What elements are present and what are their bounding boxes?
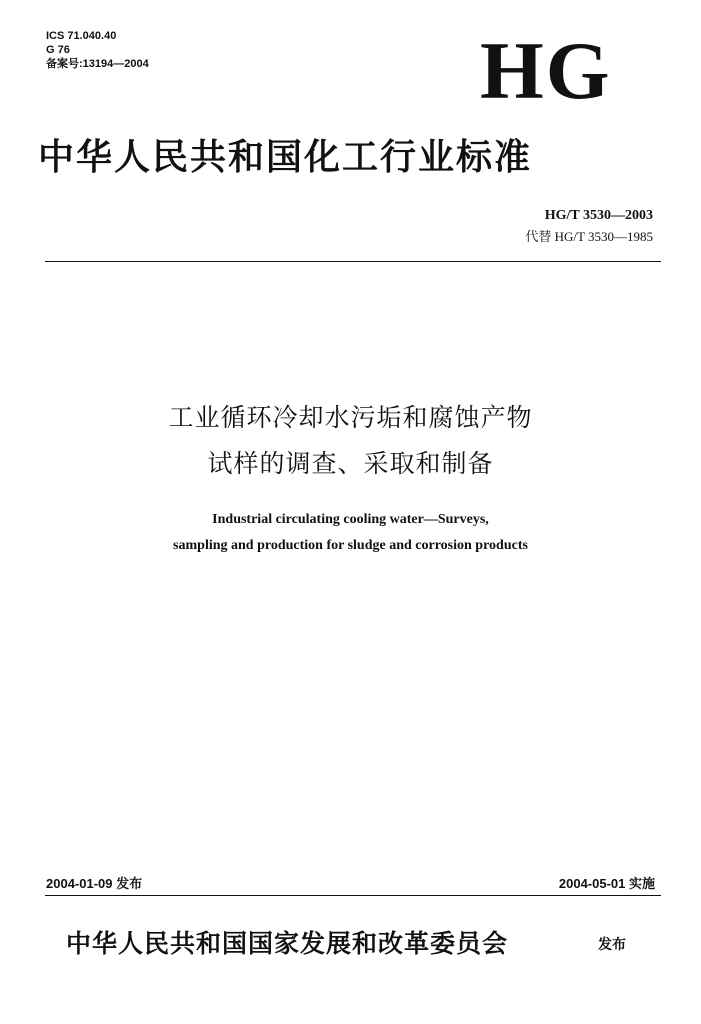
issuing-authority: 中华人民共和国国家发展和改革委员会 — [66, 929, 509, 958]
footer-divider — [45, 895, 661, 896]
title-en-line-1: Industrial circulating cooling water—Surveys, — [212, 512, 489, 527]
replaces-standard: 代替 HG/T 3530—1985 — [525, 229, 653, 244]
issue-date: 2004-01-09 发布 — [46, 876, 143, 891]
ccs-code: G 76 — [46, 44, 70, 56]
filing-number: 备案号:13194—2004 — [46, 58, 149, 70]
issuing-authority-suffix: 发布 — [598, 937, 626, 953]
standard-number: HG/T 3530—2003 — [544, 208, 653, 223]
header-divider — [45, 261, 661, 262]
ics-code: ICS 71.040.40 — [46, 30, 117, 42]
title-cn-line-1: 工业循环冷却水污垢和腐蚀产物 — [168, 403, 533, 432]
standard-category-heading: 中华人民共和国化工行业标准 — [38, 137, 533, 178]
title-cn-line-2: 试样的调查、采取和制备 — [207, 449, 494, 478]
hg-standard-mark: HG — [480, 25, 612, 116]
implementation-date: 2004-05-01 实施 — [558, 876, 655, 891]
classification-codes — [46, 29, 149, 71]
title-en-line-2: sampling and production for sludge and corrosion products — [173, 538, 528, 553]
